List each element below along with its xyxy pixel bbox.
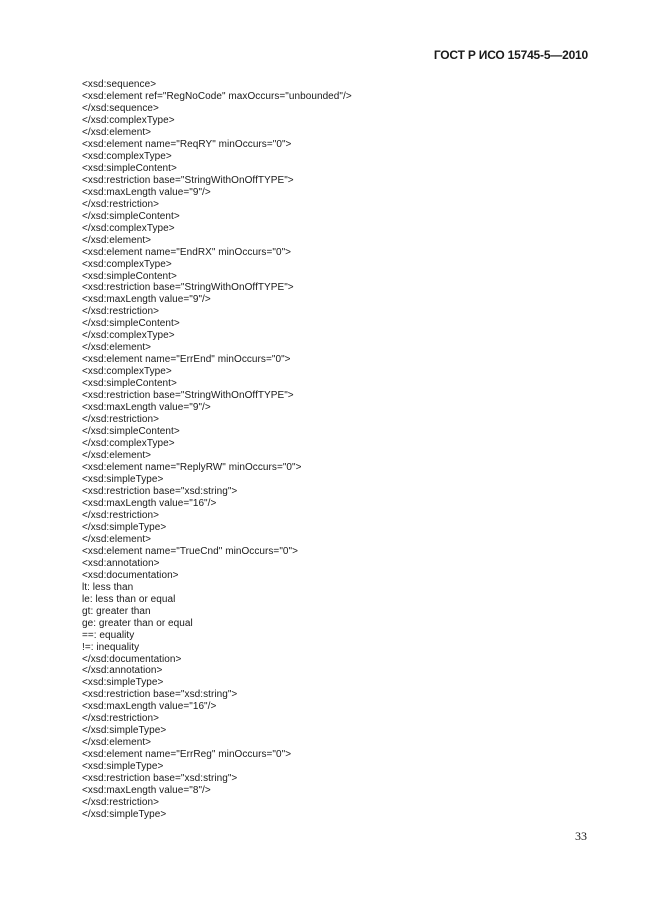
code-line: <xsd:maxLength value="9"/> xyxy=(82,294,211,306)
code-line: <xsd:documentation> xyxy=(82,569,179,581)
code-line: </xsd:simpleType> xyxy=(82,725,167,737)
code-line: <xsd:restriction base="StringWithOnOffTYPE"> xyxy=(82,174,294,186)
code-line: gt: greater than xyxy=(82,605,151,617)
code-line: <xsd:simpleContent> xyxy=(82,270,177,282)
code-line: ==: equality xyxy=(82,629,135,641)
code-line: <xsd:element name="ReplyRW" minOccurs="0"> xyxy=(82,462,302,473)
code-line: <xsd:simpleType> xyxy=(82,761,164,773)
code-line: <xsd:maxLength value="16"/> xyxy=(82,497,217,509)
code-line: <xsd:complexType> xyxy=(82,258,172,270)
code-line: </xsd:restriction> xyxy=(82,713,160,725)
code-line: </xsd:element> xyxy=(82,450,152,462)
code-line: <xsd:restriction base="xsd:string"> xyxy=(82,485,238,497)
code-line: <xsd:simpleType> xyxy=(82,677,164,689)
code-line: </xsd:element> xyxy=(82,737,152,749)
code-line: <xsd:restriction base="StringWithOnOffTYPE"> xyxy=(82,282,294,294)
standard-header: ГОСТ Р ИСО 15745-5—2010 xyxy=(433,48,588,62)
code-line: </xsd:simpleContent> xyxy=(82,210,180,222)
code-line: </xsd:complexType> xyxy=(82,114,175,126)
code-line: <xsd:maxLength value="9"/> xyxy=(82,402,211,414)
code-line: <xsd:restriction base="xsd:string"> xyxy=(82,689,238,701)
code-line: <xsd:complexType> xyxy=(82,150,172,162)
code-line: <xsd:simpleType> xyxy=(82,473,164,485)
code-line: <xsd:simpleContent> xyxy=(82,378,177,390)
code-line: </xsd:restriction> xyxy=(82,306,160,318)
code-line: ge: greater than or equal xyxy=(82,617,193,629)
code-line: le: less than or equal xyxy=(82,593,176,605)
code-line: <xsd:element ref="RegNoCode" maxOccurs="unbounded"/> xyxy=(82,90,352,102)
code-line: </xsd:element> xyxy=(82,126,152,138)
code-line: </xsd:simpleContent> xyxy=(82,318,180,330)
code-line: <xsd:restriction base="xsd:string"> xyxy=(82,773,238,785)
code-line: </xsd:annotation> xyxy=(82,665,163,677)
code-line: <xsd:maxLength value="16"/> xyxy=(82,701,217,713)
code-line: <xsd:simpleContent> xyxy=(82,162,177,174)
code-line: <xsd:complexType> xyxy=(82,366,172,378)
code-line: <xsd:element name="ReqRY" minOccurs="0"> xyxy=(82,138,292,150)
code-line: </xsd:simpleType> xyxy=(82,521,167,533)
code-line: </xsd:restriction> xyxy=(82,414,160,426)
xsd-code-listing xyxy=(82,79,582,821)
code-line: <xsd:element name="TrueCnd" minOccurs="0"> xyxy=(82,545,299,557)
code-line: </xsd:restriction> xyxy=(82,198,160,210)
code-line: <xsd:maxLength value="8"/> xyxy=(82,785,211,797)
code-line: </xsd:simpleContent> xyxy=(82,426,180,438)
code-line: <xsd:element name="EndRX" minOccurs="0"> xyxy=(82,246,292,258)
code-line: </xsd:sequence> xyxy=(82,102,159,114)
code-line: </xsd:complexType> xyxy=(82,330,175,342)
code-line: </xsd:restriction> xyxy=(82,797,160,809)
code-line: </xsd:element> xyxy=(82,342,152,354)
code-line: <xsd:maxLength value="9"/> xyxy=(82,186,211,198)
code-line: </xsd:restriction> xyxy=(82,509,160,521)
code-line: </xsd:documentation> xyxy=(82,653,182,665)
code-line: </xsd:complexType> xyxy=(82,438,175,450)
code-line: </xsd:element> xyxy=(82,234,152,246)
code-line: !=: inequality xyxy=(82,641,140,653)
code-line: <xsd:element name="ErrReg" minOccurs="0"> xyxy=(82,749,292,761)
code-line: lt: less than xyxy=(82,581,134,593)
code-line: </xsd:element> xyxy=(82,533,152,545)
code-line: </xsd:complexType> xyxy=(82,222,175,234)
code-line: <xsd:restriction base="StringWithOnOffTYPE"> xyxy=(82,390,294,402)
code-line: <xsd:annotation> xyxy=(82,557,160,569)
code-line: <xsd:sequence> xyxy=(82,79,157,90)
code-line: <xsd:element name="ErrEnd" minOccurs="0"> xyxy=(82,354,291,366)
page-number: 33 xyxy=(575,829,587,843)
code-line: </xsd:simpleType> xyxy=(82,809,167,821)
